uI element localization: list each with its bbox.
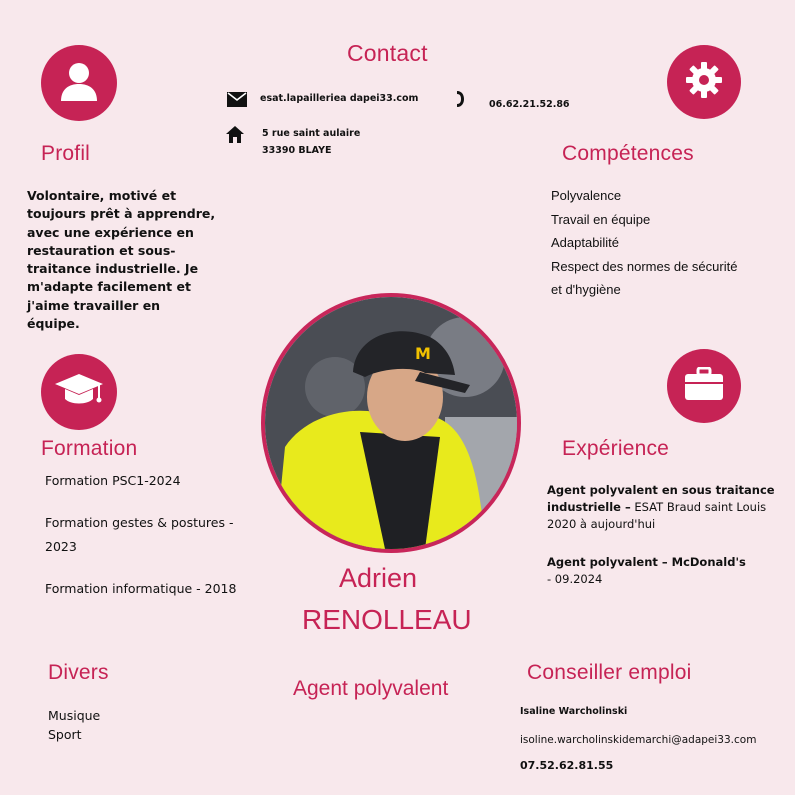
- skills-title: Compétences: [562, 142, 694, 165]
- profile-line: toujours prêt à apprendre,: [27, 206, 216, 222]
- profile-line: avec une expérience en: [27, 224, 194, 240]
- graduation-cap-icon: [54, 370, 104, 414]
- contact-title: Contact: [347, 40, 428, 66]
- job1-company: ESAT Braud saint Louis: [630, 500, 767, 514]
- misc-item: Sport: [48, 727, 82, 742]
- misc-item: Musique: [48, 708, 101, 723]
- experience-job2: [547, 554, 777, 588]
- home-icon: [226, 126, 244, 147]
- profile-line: traitance industrielle. Je: [27, 261, 199, 277]
- contact-address-line1: 5 rue saint aulaire: [262, 128, 361, 139]
- contact-address-line2: 33390 BLAYE: [262, 145, 332, 156]
- skill-item: Polyvalence: [551, 188, 622, 203]
- job1-title: Agent polyvalent en sous traitance: [547, 483, 775, 497]
- person-first-name: Adrien: [339, 563, 418, 593]
- job1-title-cont: industrielle –: [547, 500, 631, 514]
- formation-icon-circle: [41, 354, 117, 430]
- profile-line: m'adapte facilement et: [27, 279, 191, 295]
- profile-text: [27, 187, 227, 333]
- profile-icon-circle: [41, 45, 117, 121]
- formation-item: 2023: [45, 539, 77, 554]
- skill-item: Adaptabilité: [551, 235, 619, 250]
- formation-item: Formation gestes & postures -: [45, 515, 234, 530]
- formation-item: Formation PSC1-2024: [45, 473, 181, 488]
- experience-title: Expérience: [562, 437, 670, 460]
- skills-list: [551, 184, 737, 302]
- contact-email[interactable]: esat.lapailleriea dapei33.com: [260, 93, 419, 104]
- misc-title: Divers: [48, 661, 109, 684]
- envelope-icon: [227, 92, 247, 111]
- phone-icon: [455, 90, 465, 112]
- advisor-name: Isaline Warcholinski: [520, 706, 628, 717]
- experience-job1: [547, 482, 777, 533]
- user-icon: [57, 59, 101, 107]
- advisor-title: Conseiller emploi: [527, 661, 692, 684]
- job2-title: Agent polyvalent – McDonald's: [547, 555, 746, 569]
- person-role: Agent polyvalent: [293, 677, 449, 700]
- advisor-phone[interactable]: 07.52.62.81.55: [520, 759, 614, 772]
- profile-line: équipe.: [27, 316, 80, 332]
- profile-line: restauration et sous-: [27, 242, 176, 258]
- job1-company-line: [547, 499, 777, 516]
- skills-icon-circle: [667, 45, 741, 119]
- contact-phone[interactable]: 06.62.21.52.86: [489, 99, 570, 110]
- person-last-name: RENOLLEAU: [302, 604, 472, 635]
- svg-text:M: M: [415, 344, 431, 363]
- profile-title: Profil: [41, 142, 91, 165]
- experience-icon-circle: [667, 349, 741, 423]
- job1-dates: 2020 à aujourd'hui: [547, 517, 656, 531]
- skill-item: Respect des normes de sécurité: [551, 258, 738, 274]
- job2-dates: - 09.2024: [547, 572, 603, 586]
- profile-photo: [265, 297, 517, 549]
- advisor-email[interactable]: isoline.warcholinskidemarchi@adapei33.com: [520, 734, 757, 746]
- profile-line: Volontaire, motivé et: [27, 188, 177, 203]
- skill-item: Travail en équipe: [551, 211, 651, 227]
- formation-title: Formation: [41, 437, 138, 460]
- profile-line: j'aime travailler en: [27, 297, 161, 313]
- formation-item: Formation informatique - 2018: [45, 581, 237, 596]
- gear-icon: [684, 60, 724, 104]
- skill-item: et d'hygiène: [551, 282, 621, 297]
- briefcase-icon: [684, 367, 724, 405]
